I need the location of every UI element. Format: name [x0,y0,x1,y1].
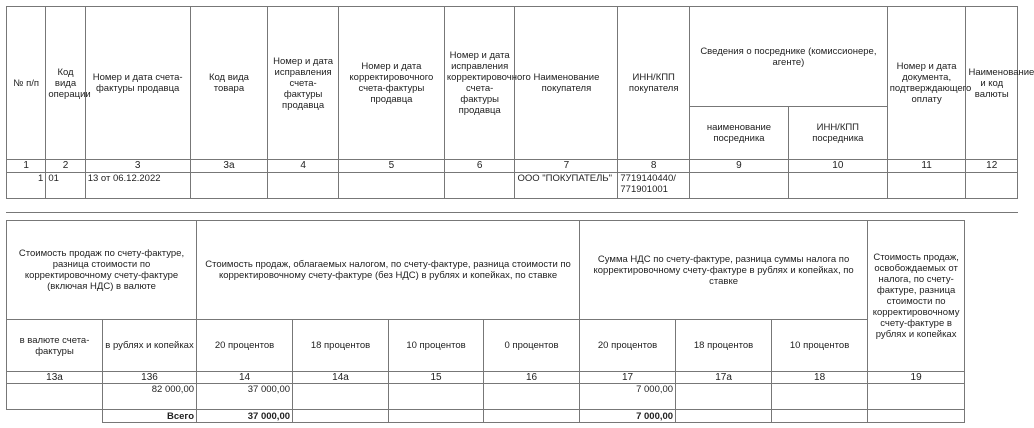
total-row [7,410,965,423]
cell-rate-0 [484,384,580,410]
column-number: 5 [338,160,444,173]
column-number: 19 [868,372,965,384]
header-taxable-sales: Стоимость продаж, облагаемых налогом, по счету-фактуре, разница стоимости по корректировочному счету-фактуре (без НДС) в рублях и копейках, по ставке [197,221,580,320]
header-rate-20: 20 процентов [197,320,293,372]
table-row [7,384,965,410]
cell-rate-18 [293,384,389,410]
cell-goods-code [190,173,268,199]
header-invoice-number: Номер и дата счета-фактуры продавца [85,7,190,160]
column-number: 10 [788,160,887,173]
column-number: 7 [515,160,618,173]
total-label: Всего [103,410,197,423]
total-vat-10 [772,410,868,423]
cell-operation-code: 01 [46,173,85,199]
column-number: 17а [676,372,772,384]
header-rate-10: 10 процентов [389,320,484,372]
header-corrective-invoice-correction: Номер и дата исправления корректировочного счета-фактуры продавца [444,7,515,160]
header-vat-10: 10 процентов [772,320,868,372]
cell-invoice-number: 13 от 06.12.2022 [85,173,190,199]
header-row-number: № п/п [7,7,46,160]
cell-vat-20: 7 000,00 [580,384,676,410]
header-sales-value: Стоимость продаж по счету-фактуре, разница стоимости по корректировочному счету-фактуре (включая НДС) в валюте [7,221,197,320]
total-vat-20: 7 000,00 [580,410,676,423]
cell-invoice-currency [7,384,103,410]
column-number: 11 [887,160,966,173]
column-number: 3 [85,160,190,173]
header-vat-20: 20 процентов [580,320,676,372]
divider [6,212,1018,213]
cell-rate-10 [389,384,484,410]
header-corrective-invoice: Номер и дата корректировочного счета-фактуры продавца [338,7,444,160]
header-exempt-sales: Стоимость продаж, освобождаемых от налога, по счету-фактуре, разница стоимости по корректировочному счету-фактуре в рублях и копейках [868,221,965,372]
total-vat-18 [676,410,772,423]
header-intermediary-name: наименование посредника [690,107,789,160]
cell-buyer-name: ООО "ПОКУПАТЕЛЬ" [515,173,618,199]
cell-rate-20: 37 000,00 [197,384,293,410]
header-goods-code: Код вида товара [190,7,268,160]
column-number: 18 [772,372,868,384]
cell-vat-18 [676,384,772,410]
column-number: 17 [580,372,676,384]
column-number: 6 [444,160,515,173]
cell-invoice-correction [268,173,339,199]
cell-corrective-invoice-correction [444,173,515,199]
total-rate-18 [293,410,389,423]
header-rate-18: 18 процентов [293,320,389,372]
cell-currency [966,173,1018,199]
header-rubles: в рублях и копейках [103,320,197,372]
column-number: 3а [190,160,268,173]
header-currency: Наименование и код валюты [966,7,1018,160]
header-invoice-currency: в валюте счета-фактуры [7,320,103,372]
total-rate-10 [389,410,484,423]
total-rate-20: 37 000,00 [197,410,293,423]
cell-row-number: 1 [7,173,46,199]
column-number: 1 [7,160,46,173]
column-number: 14 [197,372,293,384]
cell-buyer-inn: 7719140440/ 771901001 [618,173,690,199]
cell-intermediary-name [690,173,789,199]
header-rate-0: 0 процентов [484,320,580,372]
cell-vat-10 [772,384,868,410]
column-number: 13а [7,372,103,384]
header-invoice-correction: Номер и дата исправления счета-фактуры продавца [268,7,339,160]
table-row [7,173,1018,199]
column-number: 9 [690,160,789,173]
cell-intermediary-inn [788,173,887,199]
header-vat-amount: Сумма НДС по счету-фактуре, разница суммы налога по корректировочному счету-фактуре в рублях и копейках, по ставке [580,221,868,320]
cell-corrective-invoice [338,173,444,199]
column-number: 2 [46,160,85,173]
cell-rubles: 82 000,00 [103,384,197,410]
column-number: 4 [268,160,339,173]
total-exempt-sales [868,410,965,423]
column-number: 12 [966,160,1018,173]
cell-payment-document [887,173,966,199]
header-vat-18: 18 процентов [676,320,772,372]
sales-book-table-top [6,6,1034,199]
column-number: 136 [103,372,197,384]
column-number: 15 [389,372,484,384]
header-payment-document: Номер и дата документа, подтверждающего оплату [887,7,966,160]
column-number: 16 [484,372,580,384]
sales-book-table-bottom [6,220,965,423]
header-buyer-inn: ИНН/КПП покупателя [618,7,690,160]
total-rate-0 [484,410,580,423]
header-buyer-name: Наименование покупателя [515,7,618,160]
header-operation-code: Код вида операции [46,7,85,160]
column-number: 8 [618,160,690,173]
cell-exempt-sales [868,384,965,410]
total-spacer [7,410,103,423]
header-intermediary-inn: ИНН/КПП посредника [788,107,887,160]
column-number: 14а [293,372,389,384]
header-intermediary: Сведения о посреднике (комиссионере, агенте) [690,7,888,107]
